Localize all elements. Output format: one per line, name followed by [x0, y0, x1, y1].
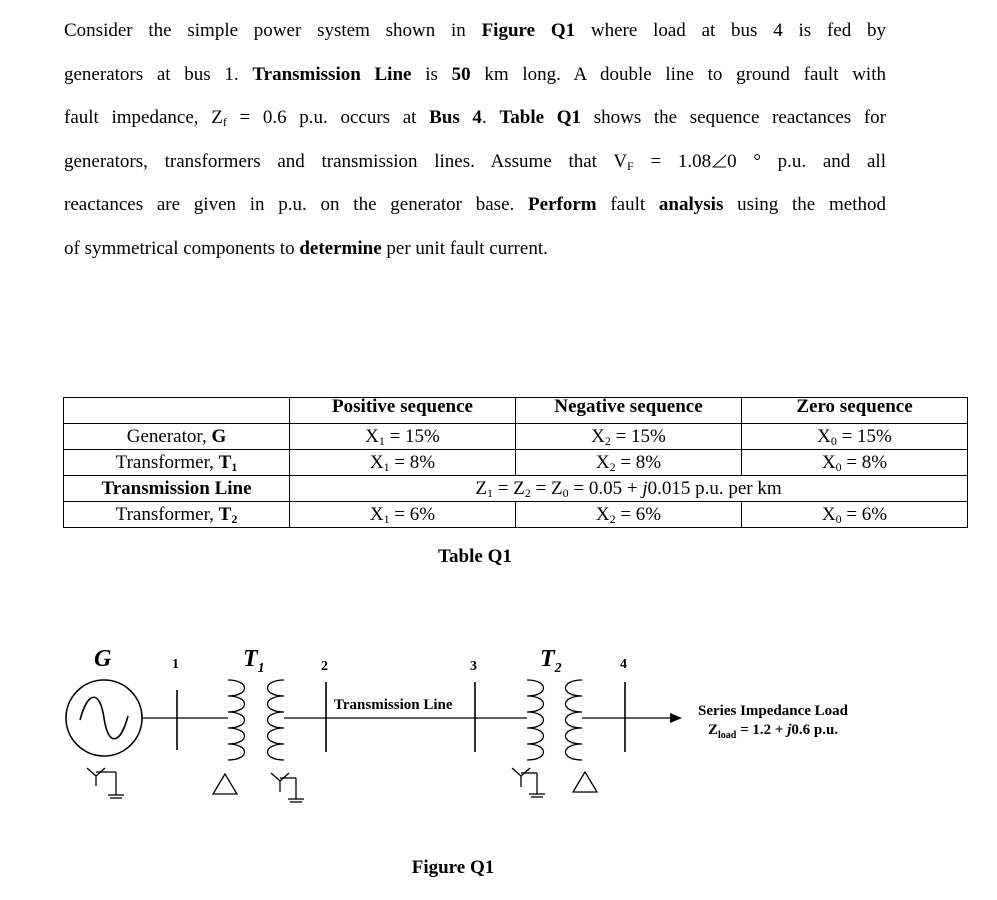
- generator-label: G: [94, 646, 112, 672]
- transmission-line-label: Transmission Line: [334, 697, 453, 713]
- problem-line-1: Consider the simple power system shown in Figure Q1 where load at bus 4 is fed by: [64, 20, 886, 41]
- figure-caption: Figure Q1: [411, 857, 495, 878]
- t2-positive: $X_1 = 6\%$: [290, 502, 516, 528]
- problem-statement: [64, 9, 886, 271]
- row-label-generator: Generator, G: [64, 424, 290, 450]
- row-label-line: Transmission Line: [64, 476, 290, 502]
- t1-zero: $X_0 = 8\%$: [742, 450, 968, 476]
- problem-line-4: generators, transformers and transmission lines. Assume that $V_F = 1.08$ 0 ° p.u. and all: [64, 150, 886, 173]
- t1-positive: $X_1 = 8\%$: [290, 450, 516, 476]
- sequence-reactance-table: [63, 397, 968, 528]
- bus-2-label: 2: [321, 659, 328, 674]
- t1-label: $T_1$: [243, 646, 265, 676]
- table-row-line: [64, 476, 968, 502]
- table-caption: Table Q1: [438, 546, 512, 567]
- row-label-t2: Transformer, $T_2$: [64, 502, 290, 528]
- table-header-row: [64, 398, 968, 424]
- generator-negative: $X_2 = 15\%$: [516, 424, 742, 450]
- ac-source-icon: [80, 697, 128, 739]
- problem-line-3: fault impedance, $Z_f = 0.6$ p.u. occurs at Bus 4. Table Q1 shows the sequence reactances for: [64, 107, 887, 130]
- table-row-t1: [64, 450, 968, 476]
- generator-zero: $X_0 = 15\%$: [742, 424, 968, 450]
- load-title: Series Impedance Load: [698, 703, 848, 719]
- angle-icon: [711, 154, 727, 168]
- t1-primary-coil: [228, 680, 245, 760]
- t2-zero: $X_0 = 6\%$: [742, 502, 968, 528]
- generator-grounded-wye-icon: [87, 768, 124, 798]
- table-header-positive: Positive sequence: [290, 398, 516, 424]
- load-arrow-icon: [670, 713, 682, 723]
- bus-4-label: 4: [620, 657, 627, 672]
- t2-secondary-coil: [566, 680, 583, 760]
- load-impedance: $Z_{load} = 1.2 + j0.6$ p.u.: [708, 722, 839, 741]
- t2-delta-icon: [573, 772, 597, 792]
- t1-secondary-coil: [268, 680, 285, 760]
- t1-grounded-wye-icon: [271, 773, 304, 802]
- t2-negative: $X_2 = 6\%$: [516, 502, 742, 528]
- t1-delta-icon: [213, 774, 237, 794]
- problem-line-6: of symmetrical components to determine per unit fault current.: [64, 237, 548, 259]
- bus-1-label: 1: [172, 657, 179, 672]
- table-header-blank: [64, 398, 290, 424]
- problem-line-2: generators at bus 1. Transmission Line is 50 km long. A double line to ground fault with: [64, 63, 886, 85]
- t1-negative: $X_2 = 8\%$: [516, 450, 742, 476]
- table-row-t2: [64, 502, 968, 528]
- line-impedance: $Z_1 = Z_2 = Z_0 = 0.05 + j0.015$ p.u. per km: [290, 476, 968, 502]
- table-header-negative: Negative sequence: [516, 398, 742, 424]
- row-label-t1: Transformer, $T_1$: [64, 450, 290, 476]
- table-header-zero: Zero sequence: [742, 398, 968, 424]
- table-row-generator: [64, 424, 968, 450]
- t2-label: $T_2$: [540, 646, 562, 676]
- generator-positive: $X_1 = 15\%$: [290, 424, 516, 450]
- bus-3-label: 3: [470, 659, 477, 674]
- problem-line-5: reactances are given in p.u. on the generator base. Perform fault analysis using the method: [64, 194, 886, 216]
- t2-grounded-wye-icon: [512, 768, 545, 797]
- single-line-diagram: [0, 630, 997, 830]
- t2-primary-coil: [527, 680, 544, 760]
